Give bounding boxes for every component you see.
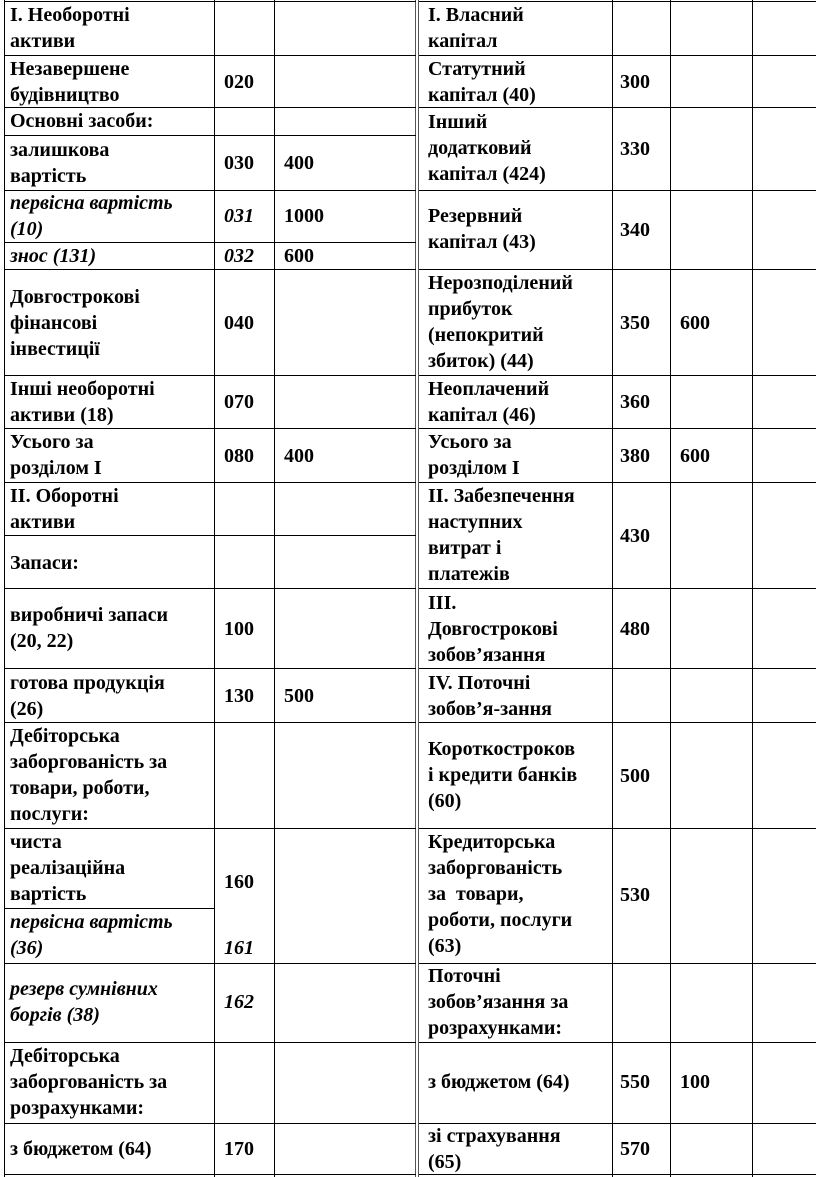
code-cell: 031 bbox=[224, 205, 254, 227]
current-settlement-liabilities-label: Поточні зобов’язання за розрахунками: bbox=[428, 965, 569, 1039]
short-term-loans-label: Короткостроков і кредити банків (60) bbox=[428, 738, 578, 812]
value-cell: 400 bbox=[284, 445, 314, 467]
code-cell: 500 bbox=[620, 765, 650, 787]
value-cell: 600 bbox=[284, 245, 314, 267]
code-cell: 040 bbox=[224, 312, 254, 334]
unpaid-capital-label: Неоплачений капітал (46) bbox=[428, 378, 550, 426]
code-cell: 430 bbox=[620, 525, 650, 547]
value-cell: 1000 bbox=[284, 205, 324, 227]
finished-goods-label: готова продукція (26) bbox=[10, 672, 165, 720]
code-cell: 160 bbox=[224, 871, 254, 893]
section-1-equity-title: І. Власний капітал bbox=[428, 4, 524, 52]
code-cell: 480 bbox=[620, 618, 650, 640]
code-cell: 380 bbox=[620, 445, 650, 467]
total-section-1-equity-label: Усього за розділом І bbox=[428, 431, 520, 479]
total-section-1-label: Усього за розділом І bbox=[10, 431, 102, 479]
code-cell: 340 bbox=[620, 219, 650, 241]
net-realizable-value-label: чиста реалізаційна вартість bbox=[10, 831, 126, 905]
inventory-label: Запаси: bbox=[10, 552, 79, 574]
value-cell: 100 bbox=[680, 1071, 710, 1093]
lt-investments-label: Довгострокові фінансові інвестиції bbox=[10, 286, 140, 360]
code-cell: 360 bbox=[620, 391, 650, 413]
insurance-liabilities-label: зі страхування (65) bbox=[428, 1125, 561, 1173]
lt-liabilities-label: ІІІ. Довгострокові зобов’язання bbox=[428, 592, 558, 666]
initial-value-36-label: первісна вартість (36) bbox=[10, 911, 173, 959]
value-cell: 500 bbox=[284, 685, 314, 707]
initial-value-label: первісна вартість (10) bbox=[10, 192, 173, 240]
reserve-capital-label: Резервний капітал (43) bbox=[428, 205, 536, 253]
fixed-assets-label: Основні засоби: bbox=[10, 110, 154, 132]
code-cell: 161 bbox=[224, 937, 254, 959]
code-cell: 162 bbox=[224, 991, 254, 1013]
code-cell: 030 bbox=[224, 152, 254, 174]
value-cell: 400 bbox=[284, 152, 314, 174]
code-cell: 330 bbox=[620, 138, 650, 160]
code-cell: 350 bbox=[620, 312, 650, 334]
code-cell: 530 bbox=[620, 884, 650, 906]
code-cell: 300 bbox=[620, 71, 650, 93]
code-cell: 070 bbox=[224, 391, 254, 413]
code-cell: 080 bbox=[224, 445, 254, 467]
budget-receivables-label: з бюджетом (64) bbox=[10, 1138, 152, 1160]
section-1-assets-title: І. Необоротні активи bbox=[10, 4, 130, 52]
code-cell: 570 bbox=[620, 1138, 650, 1160]
settlement-receivables-label: Дебіторська заборгованість за розрахунками: bbox=[10, 1045, 168, 1119]
value-cell: 600 bbox=[680, 445, 710, 467]
code-cell: 130 bbox=[224, 685, 254, 707]
value-cell: 600 bbox=[680, 312, 710, 334]
trade-receivables-label: Дебіторська заборгованість за товари, роботи, послуги: bbox=[10, 725, 168, 825]
production-stock-label: виробничі запаси (20, 22) bbox=[10, 604, 169, 652]
depreciation-label: знос (131) bbox=[10, 245, 97, 267]
doubtful-debts-reserve-label: резерв сумнівних боргів (38) bbox=[10, 978, 158, 1026]
retained-earnings-label: Нерозподілений прибуток (непокритий збиток) (44) bbox=[428, 272, 573, 372]
trade-payables-label: Кредиторська заборгованість за товари, роботи, послуги (63) bbox=[428, 831, 573, 957]
section-4-current-liabilities-title: IV. Поточні зобов’я-зання bbox=[428, 672, 553, 720]
code-cell: 020 bbox=[224, 71, 254, 93]
code-cell: 100 bbox=[224, 618, 254, 640]
other-noncurrent-assets-label: Інші необоротні активи (18) bbox=[10, 378, 155, 426]
section-2-assets-title: ІІ. Оборотні активи bbox=[10, 485, 119, 533]
code-cell: 550 bbox=[620, 1071, 650, 1093]
provisions-label: ІІ. Забезпечення наступних витрат і платежів bbox=[428, 485, 575, 585]
additional-capital-label: Інший додатковий капітал (424) bbox=[428, 111, 546, 185]
authorized-capital-label: Статутний капітал (40) bbox=[428, 58, 536, 106]
code-cell: 032 bbox=[224, 245, 254, 267]
budget-liabilities-label: з бюджетом (64) bbox=[428, 1071, 570, 1093]
code-cell: 170 bbox=[224, 1138, 254, 1160]
unfinished-construction-label: Незавершене будівництво bbox=[10, 58, 130, 106]
residual-value-label: залишкова вартість bbox=[10, 139, 110, 187]
